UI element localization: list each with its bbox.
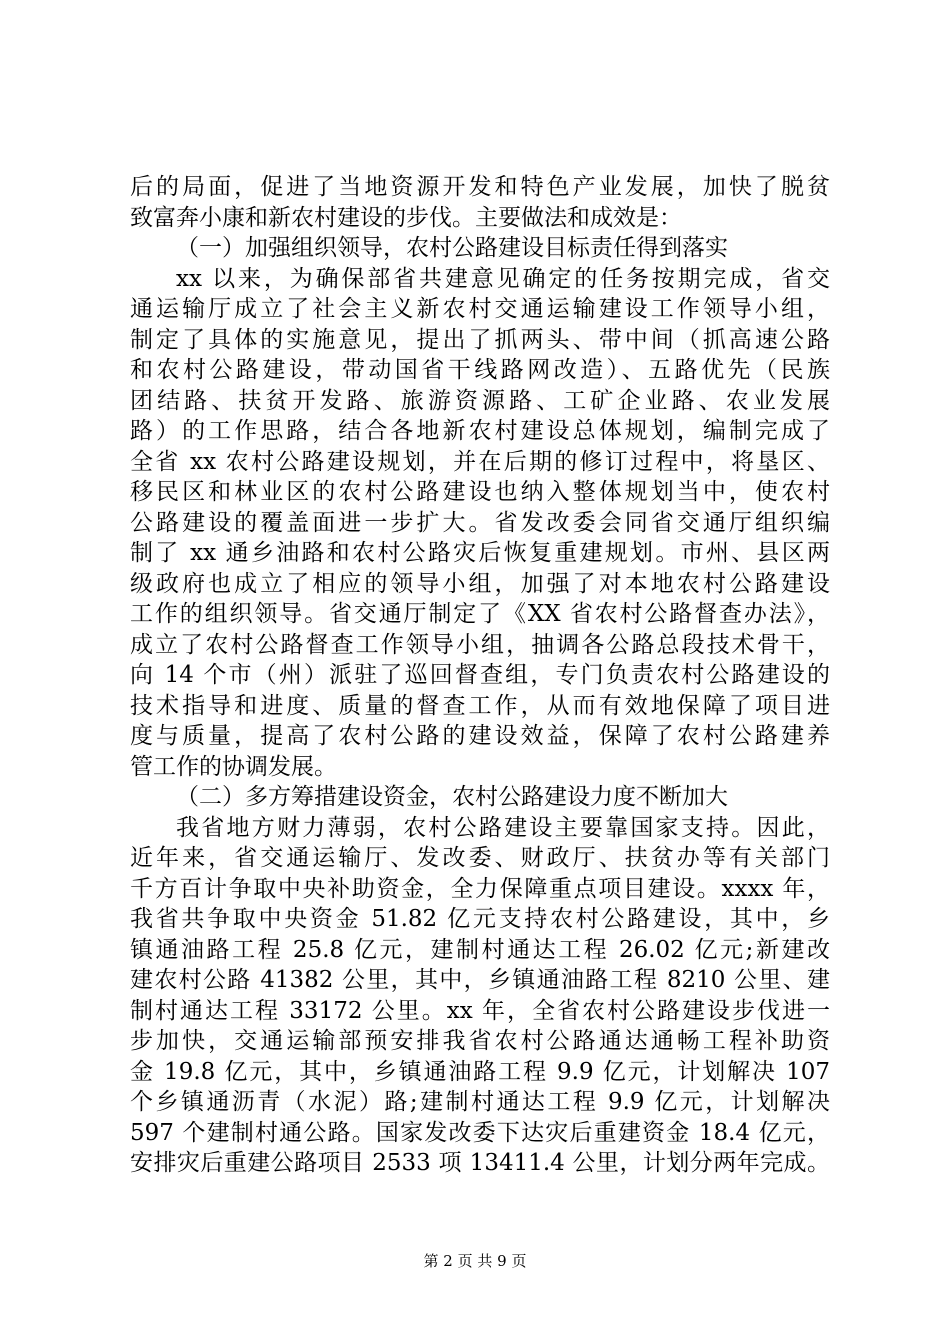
page-number-footer: 第 2 页 共 9 页 — [423, 1252, 527, 1270]
text-line: 镇通油路工程 25.8 亿元，建制村通达工程 26.02 亿元;新建改 — [130, 936, 830, 963]
text-line: 和农村公路建设，带动国省干线路网改造）、五路优先（民族 — [130, 357, 830, 383]
text-line: 工作的组织领导。省交通厅制定了《XX 省农村公路督查办法》， — [130, 601, 830, 627]
text-line: 全省 xx 农村公路建设规划，并在后期的修订过程中，将垦区、 — [130, 448, 830, 475]
text-line: 制了 xx 通乡油路和农村公路灾后恢复重建规划。市州、县区两 — [130, 540, 830, 566]
text-line: 通运输厅成立了社会主义新农村交通运输建设工作领导小组， — [130, 296, 830, 322]
text-line: 级政府也成立了相应的领导小组，加强了对本地农村公路建设 — [130, 570, 830, 597]
text-line: 致富奔小康和新农村建设的步伐。主要做法和成效是： — [130, 204, 682, 231]
text-line: 技术指导和进度、质量的督查工作，从而有效地保障了项目进 — [130, 692, 830, 719]
section-heading: （一）加强组织领导，农村公路建设目标责任得到落实 — [176, 235, 728, 261]
text-line: 千方百计争取中央补助资金，全力保障重点项目建设。xxxx 年， — [130, 875, 830, 902]
text-line: 我省地方财力薄弱，农村公路建设主要靠国家支持。因此， — [176, 814, 830, 841]
text-line: 移民区和林业区的农村公路建设也纳入整体规划当中，使农村 — [130, 479, 830, 505]
text-line: 公路建设的覆盖面进一步扩大。省发改委会同省交通厅组织编 — [130, 509, 830, 536]
section-heading: （二）多方筹措建设资金，农村公路建设力度不断加大 — [176, 784, 728, 810]
text-line: 建农村公路 41382 公里，其中，乡镇通油路工程 8210 公里、建 — [130, 967, 830, 993]
text-line: 度与质量，提高了农村公路的建设效益，保障了农村公路建养 — [130, 723, 830, 749]
text-line: 步加快，交通运输部预安排我省农村公路通达通畅工程补助资 — [130, 1028, 830, 1054]
body-text — [130, 172, 830, 1179]
text-line: 安排灾后重建公路项目 2533 项 13411.4 公里，计划分两年完成。 — [130, 1150, 830, 1176]
text-line: 597 个建制村通公路。国家发改委下达灾后重建资金 18.4 亿元， — [130, 1119, 830, 1146]
text-line: 管工作的协调发展。 — [130, 753, 337, 780]
text-line: 制定了具体的实施意见，提出了抓两头、带中间（抓高速公路 — [130, 326, 830, 353]
text-line: 路）的工作思路，结合各地新农村建设总体规划，编制完成了 — [130, 418, 830, 444]
text-line: xx 以来，为确保部省共建意见确定的任务按期完成，省交 — [176, 265, 830, 292]
text-line: 团结路、扶贫开发路、旅游资源路、工矿企业路、农业发展 — [130, 387, 830, 414]
text-line: 金 19.8 亿元，其中，乡镇通油路工程 9.9 亿元，计划解决 107 — [130, 1058, 830, 1085]
text-line: 近年来，省交通运输厅、发改委、财政厅、扶贫办等有关部门 — [130, 845, 830, 871]
text-line: 我省共争取中央资金 51.82 亿元支持农村公路建设，其中，乡 — [130, 906, 830, 932]
text-line: 后的局面，促进了当地资源开发和特色产业发展，加快了脱贫 — [130, 174, 830, 200]
text-line: 成立了农村公路督查工作领导小组，抽调各公路总段技术骨干， — [130, 631, 830, 658]
text-line: 个乡镇通沥青（水泥）路;建制村通达工程 9.9 亿元，计划解决 — [130, 1089, 830, 1115]
text-line: 制村通达工程 33172 公里。xx 年，全省农村公路建设步伐进一 — [130, 997, 830, 1024]
text-line: 向 14 个市（州）派驻了巡回督查组，专门负责农村公路建设的 — [130, 662, 830, 688]
